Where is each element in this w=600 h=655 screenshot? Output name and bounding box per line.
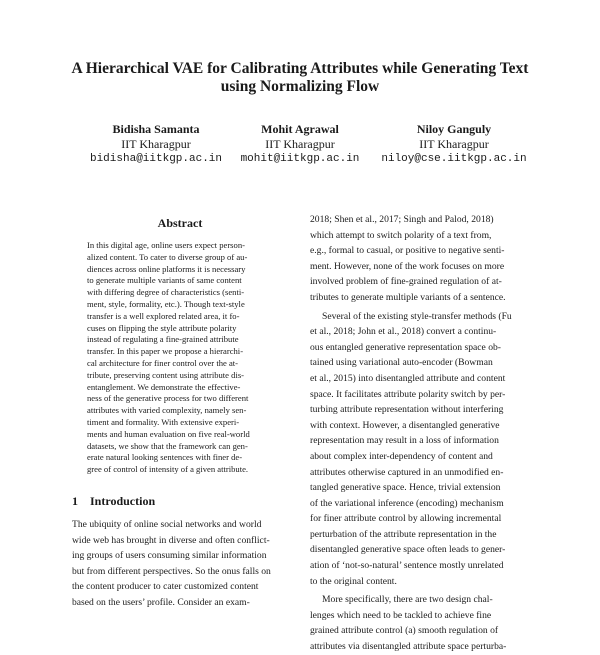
body-line: ment. However, none of the work focuses on more	[310, 260, 505, 272]
author	[369, 122, 539, 167]
body-line: et al., 2015) into disentangled attribute and content	[310, 372, 506, 384]
author-email: bidisha@iitkgp.ac.in	[89, 153, 223, 165]
abstract-line: datasets, we show that the framework can gen-	[87, 440, 248, 451]
abstract-line: instead of regulating a fine-grained attribute	[87, 334, 239, 345]
body-line: based on the users’ profile. Consider an exam-	[72, 596, 250, 608]
body-line: which attempt to switch polarity of a text from,	[310, 229, 492, 241]
body-line: space. It facilitates attribute polarity switch by per-	[310, 388, 506, 400]
body-line: representation may result in a loss of information	[310, 435, 499, 447]
abstract-line: entanglement. We demonstrate the effective-	[87, 381, 241, 392]
abstract-line: transfer. In this paper we propose a hierarchi-	[87, 346, 244, 357]
abstract-line: attributes with varied complexity, namely sen-	[87, 405, 247, 416]
abstract-line: diences across online platforms it is necessary	[87, 263, 246, 274]
author-affiliation: IIT Kharagpur	[265, 137, 335, 151]
author-name: Niloy Ganguly	[416, 122, 492, 136]
abstract-line: transfer is a well explored related area, it fo-	[87, 310, 240, 321]
body-line: wide web has brought in diverse and often conflict-	[72, 534, 270, 546]
body-line: The ubiquity of online social networks and world	[72, 519, 262, 530]
abstract-body	[87, 240, 287, 476]
body-line: but from different perspectives. So the onus falls on	[72, 565, 271, 577]
author	[215, 122, 385, 167]
paper-title	[40, 60, 560, 96]
abstract-line: timent and formality. With extensive experi-	[87, 416, 240, 427]
section-heading	[72, 494, 155, 509]
title-line: using Normalizing Flow	[220, 78, 380, 95]
body-line: ing groups of users consuming similar information	[72, 550, 267, 562]
body-line: More specifically, there are two design chal-	[322, 594, 493, 606]
body-line: et al., 2018; John et al., 2018) convert a continu-	[310, 326, 497, 338]
abstract-line: alized content. To cater to diverse group of au-	[87, 251, 248, 262]
body-line: 2018; Shen et al., 2017; Singh and Palod, 2018)	[310, 214, 494, 225]
section-number: 1	[72, 494, 78, 508]
body-line: of the variational inference (encoding) mechanism	[310, 497, 504, 509]
right-column	[310, 212, 532, 655]
body-line: tributes to generate multiple variants of a sentence.	[310, 291, 506, 303]
body-line: tangled generative space. Hence, trivial extension	[310, 482, 501, 494]
body-line: turbing attribute representation without interfering	[310, 404, 504, 416]
body-line: involved problem of fine-grained regulation of at-	[310, 276, 502, 288]
body-line: the content producer to cater customized content	[72, 581, 259, 593]
abstract-line: cuses on flipping the style attribute polarity	[87, 322, 237, 333]
body-line: e.g., formal to casual, or positive to negative senti-	[310, 245, 505, 257]
body-line: grained attribute control (a) smooth regulation of	[310, 625, 499, 637]
body-line: attributes otherwise captured in an unmodified en-	[310, 466, 504, 478]
body-line: attributes via disentangled attribute space perturba-	[310, 641, 507, 653]
author-email: mohit@iitkgp.ac.in	[240, 153, 360, 165]
abstract-line: tribute, preserving content using attribute dis-	[87, 369, 245, 380]
body-line: with context. However, a disentangled generative	[310, 419, 500, 431]
abstract-line: ments and human evaluation on five real-world	[87, 428, 250, 439]
abstract-line: gree of control of intensity of a given attribute.	[87, 464, 249, 475]
abstract-line: cal architecture for finer control over the at-	[87, 357, 239, 368]
author-affiliation: IIT Kharagpur	[419, 137, 489, 151]
body-line: about complex inter-dependency of content and	[310, 450, 493, 462]
author-name: Mohit Agrawal	[261, 122, 339, 136]
abstract-line: with differing degree of characteristics (senti-	[87, 287, 245, 298]
section-title: Introduction	[90, 494, 156, 508]
body-line: lenges which need to be tackled to achieve fine	[310, 609, 492, 621]
abstract-line: In this digital age, online users expect person-	[87, 240, 245, 250]
body-line: Several of the existing style-transfer methods (Fu	[322, 310, 512, 322]
body-line: disentangled generative space often leads to gener-	[310, 544, 506, 556]
author-email: niloy@cse.iitkgp.ac.in	[381, 153, 527, 165]
abstract-heading: Abstract	[157, 216, 203, 230]
author-affiliation: IIT Kharagpur	[121, 137, 191, 151]
body-line: ation of ‘not-so-natural’ sentence mostly unrelated	[310, 560, 504, 572]
title-line: A Hierarchical VAE for Calibrating Attributes while Generating Text	[71, 60, 529, 77]
abstract-line: to generate multiple variants of same content	[87, 275, 242, 286]
body-line: for finer attribute control by allowing incremental	[310, 513, 502, 525]
body-line: to the original content.	[310, 575, 397, 587]
author-name: Bidisha Samanta	[112, 122, 200, 136]
abstract-line: ment, style, formality, etc.). Though text-style	[87, 298, 245, 309]
body-line: ous entangled generative representation space ob-	[310, 341, 501, 353]
intro-paragraph	[72, 517, 297, 611]
body-line: perturbation of the attribute representation in the	[310, 528, 497, 540]
abstract-line: erate natural looking sentences with finer de-	[87, 452, 243, 463]
abstract-line: ness of the generative process for two different	[87, 393, 249, 404]
body-line: tained using variational auto-encoder (Bowman	[310, 357, 493, 369]
